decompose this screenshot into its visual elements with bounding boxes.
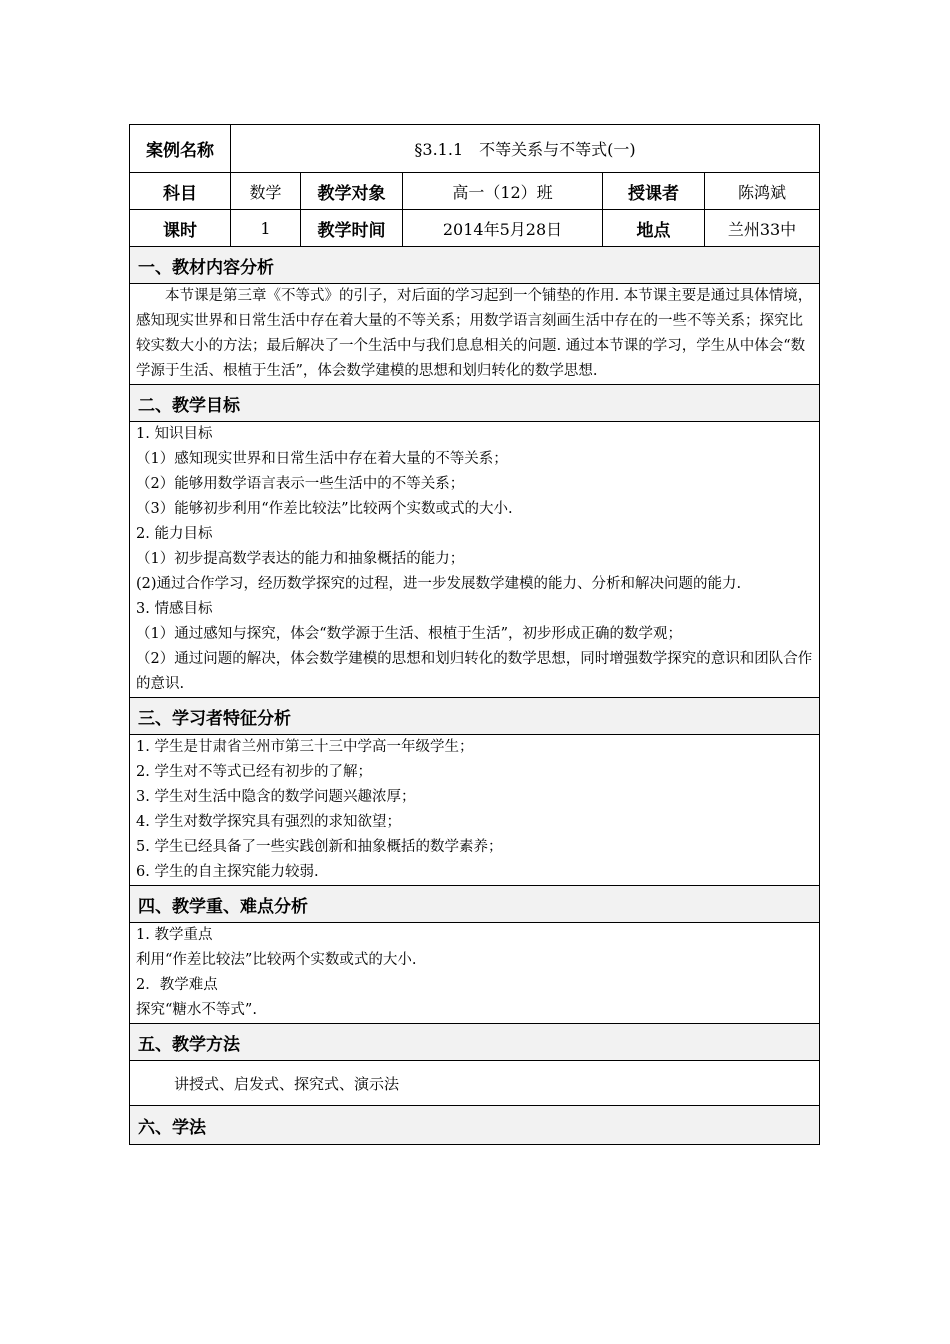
goal-line: 1. 知识目标 (136, 426, 213, 442)
material-analysis-text: 本节课是第三章《不等式》的引子，对后面的学习起到一个铺垫的作用. 本节课主要是通过具体情境，感知现实世界和日常生活中存在着大量的不等关系；用数学语言刻画生活中存在的一些不等关系；探究比较实数大小的方法；最后解决了一个生活中与我们息息相关的问题. 通过本节课的学习，学生从中体会“数学源于生活、根植于生活”，体会数学建模的思想和划归转化的数学思想. (136, 288, 813, 379)
section-title-learner-analysis: 三、学习者特征分析 (130, 698, 820, 735)
teaching-methods-text: 讲授式、启发式、探究式、演示法 (130, 1061, 820, 1106)
section-title-teaching-methods: 五、教学方法 (130, 1024, 820, 1061)
teacher-value: 陈鸿斌 (705, 173, 820, 210)
section-title-material-analysis: 一、教材内容分析 (130, 247, 820, 284)
section-title-learning-methods: 六、学法 (130, 1106, 820, 1145)
goal-line: (2)通过合作学习，经历数学探究的过程，进一步发展数学建模的能力、分析和解决问题的能力. (136, 576, 742, 592)
goal-line: （1）感知现实世界和日常生活中存在着大量的不等关系； (136, 451, 508, 467)
audience-value: 高一（12）班 (403, 173, 603, 210)
audience-label: 教学对象 (301, 173, 403, 210)
time-label: 教学时间 (301, 210, 403, 247)
goal-line: 2. 能力目标 (136, 526, 213, 542)
learner-line: 6. 学生的自主探究能力较弱. (136, 864, 319, 880)
place-label: 地点 (603, 210, 705, 247)
section-title-key-points: 四、教学重、难点分析 (130, 886, 820, 923)
subject-label: 科目 (130, 173, 231, 210)
subject-value: 数学 (231, 173, 301, 210)
key-point-line: 利用“作差比较法”比较两个实数或式的大小. (136, 952, 417, 968)
lesson-plan-document (129, 124, 819, 1145)
learner-line: 3. 学生对生活中隐含的数学问题兴趣浓厚； (136, 789, 416, 805)
teacher-label: 授课者 (603, 173, 705, 210)
key-point-line: 2．教学难点 (136, 977, 218, 993)
goal-line: （2）能够用数学语言表示一些生活中的不等关系； (136, 476, 465, 492)
case-name-label: 案例名称 (130, 125, 231, 173)
learner-line: 1. 学生是甘肃省兰州市第三十三中学高一年级学生； (136, 739, 474, 755)
period-label: 课时 (130, 210, 231, 247)
goal-line: （1）通过感知与探究，体会“数学源于生活、根植于生活”，初步形成正确的数学观； (136, 626, 683, 642)
goal-line: （1）初步提高数学表达的能力和抽象概括的能力； (136, 551, 465, 567)
time-value: 2014年5月28日 (403, 210, 603, 247)
learner-line: 4. 学生对数学探究具有强烈的求知欲望； (136, 814, 401, 830)
learner-line: 5. 学生已经具备了一些实践创新和抽象概括的数学素养； (136, 839, 503, 855)
goal-line: （2）通过问题的解决，体会数学建模的思想和划归转化的数学思想，同时增强数学探究的意识和团队合作的意识. (136, 651, 813, 692)
key-point-line: 1. 教学重点 (136, 927, 213, 943)
goal-line: （3）能够初步利用“作差比较法”比较两个实数或式的大小. (136, 501, 513, 517)
period-value: 1 (231, 210, 301, 247)
section-title-teaching-goals: 二、教学目标 (130, 385, 820, 422)
key-point-line: 探究“糖水不等式”. (136, 1002, 257, 1018)
place-value: 兰州33中 (705, 210, 820, 247)
learner-line: 2. 学生对不等式已经有初步的了解； (136, 764, 372, 780)
goal-line: 3. 情感目标 (136, 601, 213, 617)
case-name-value: §3.1.1 不等关系与不等式(一) (231, 125, 820, 173)
lesson-plan-table (129, 124, 820, 1145)
